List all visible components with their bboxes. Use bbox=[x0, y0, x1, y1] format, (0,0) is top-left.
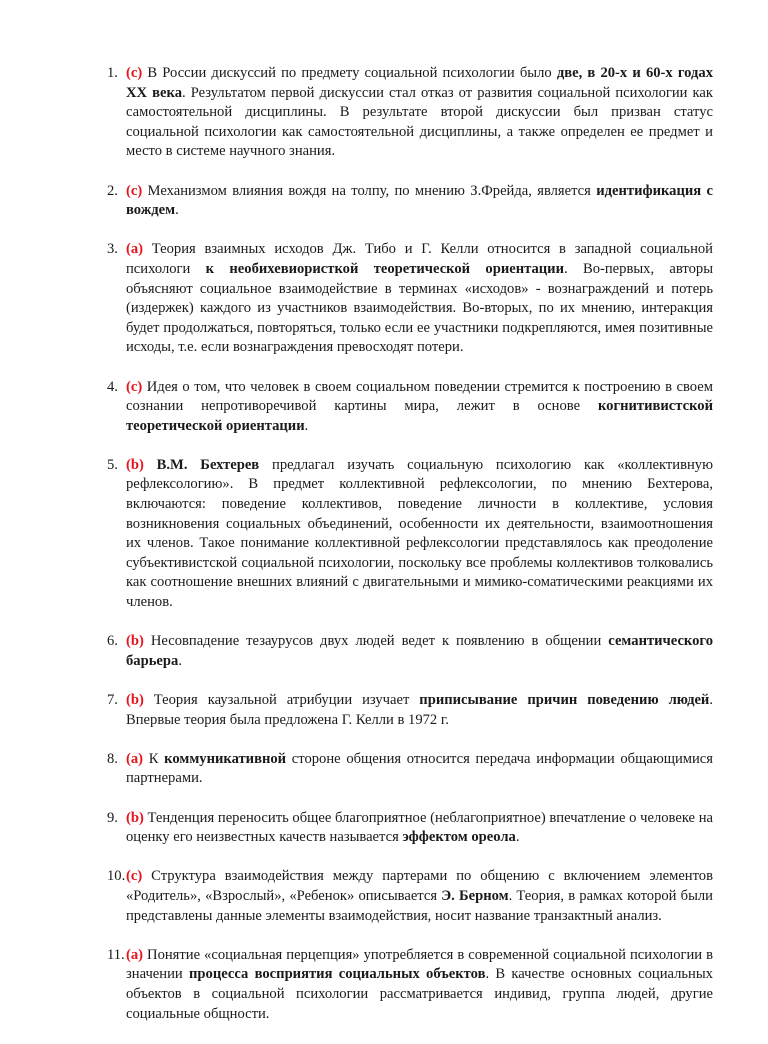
body-text: Идея о том, что человек в своем социальном поведении стремится к построению в своем сознании непротиворечивой картины мира, лежит в основе bbox=[126, 378, 713, 415]
bold-key-phrase: эффектом ореола bbox=[402, 829, 516, 846]
body-text: . bbox=[178, 652, 182, 669]
body-text bbox=[144, 457, 157, 473]
item-number: 9. bbox=[107, 809, 118, 826]
body-text: . Впервые теория была предложена Г. Келли в 1972 г. bbox=[126, 692, 713, 728]
bold-key-phrase: к необихевиористкой теоретической ориентации bbox=[205, 260, 564, 277]
item-number: 10. bbox=[107, 868, 126, 885]
answer-item bbox=[107, 456, 713, 613]
item-number: 7. bbox=[107, 692, 118, 708]
answer-letter: (a) bbox=[126, 750, 144, 767]
answers-list bbox=[107, 64, 713, 1044]
answer-letter: (a) bbox=[126, 241, 144, 258]
bold-key-phrase: две, в 20-х и 60-х годах XX века bbox=[126, 65, 713, 101]
answer-item bbox=[107, 240, 713, 358]
item-number: 3. bbox=[107, 241, 118, 258]
item-number: 11. bbox=[107, 946, 125, 963]
item-number: 5. bbox=[107, 456, 118, 473]
body-text: стороне общения относится передача информации общающимися партнерами. bbox=[126, 750, 714, 787]
body-text: . Результатом первой дискуссии стал отказ от развития социальной психологии как самостоятельной дисциплины. В результате второй дискуссии был призван статус социальной психологии как самостоятельной дисциплины, а также определен ее предмет и место в системе научного знания. bbox=[126, 84, 713, 160]
bold-key-phrase: семантического барьера bbox=[126, 633, 713, 669]
body-text: . bbox=[175, 202, 179, 219]
bold-key-phrase: когнитивистской теоретической ориентации bbox=[126, 398, 713, 434]
answer-letter: (b) bbox=[126, 456, 144, 473]
bold-key-phrase: идентификация с вождем bbox=[126, 182, 713, 219]
answer-letter: (a) bbox=[126, 946, 144, 963]
answer-item bbox=[107, 691, 713, 730]
answer-letter: (c) bbox=[126, 378, 143, 395]
body-text: . bbox=[304, 417, 309, 434]
answer-letter: (c) bbox=[126, 868, 143, 885]
answer-item bbox=[107, 632, 713, 671]
answer-item bbox=[107, 378, 713, 437]
answer-item bbox=[107, 946, 713, 1024]
answer-item bbox=[107, 809, 713, 848]
body-text: . В качестве основных социальных объектов в социальной психологии рассматривается индивид, группа людей, другие социальные общности. bbox=[126, 966, 713, 1022]
bold-key-phrase: коммуникативной bbox=[164, 750, 287, 767]
body-text: предлагал изучать социальную психологию как «коллективную рефлексологию». В предмет коллективной рефлексологии, по мнению Бехтерова, включаются: поведение коллективов, поведение личности в коллективе, условия возникновения социальных объединений, особенности их деятельности, взаимоотношения их членов. Такое понимание коллективной рефлексологии представлялось как преодоление субъективистской социальной психологии, поскольку все проблемы коллективов толковались как соотношение внешних влияний с двигательными и мимико-соматическими реакциями их членов. bbox=[126, 456, 713, 611]
body-text: . Теория, в рамках которой были представлены данные элементы взаимодействия, носит название транзактный анализ. bbox=[126, 887, 713, 924]
body-text: Теория взаимных исходов Дж. Тибо и Г. Келли относится в западной социальной психологи bbox=[126, 241, 713, 277]
body-text: Механизмом влияния вождя на толпу, по мнению З.Фрейда, является bbox=[142, 182, 597, 199]
body-text: . Во-первых, авторы объясняют социальное взаимодействие в терминах «исходов» - вознаграждений и потерь (издержек) каждого из участников взаимодействия. Во-вторых, по их мнению, интеракция будет продолжаться, повторяться, только если ее участники подкрепляются, имея позитивные исходы, т.е. если вознаграждения превосходят потери. bbox=[126, 260, 714, 356]
body-text: Структура взаимодействия между партерами по общению с включением элементов «Родитель», «Взрослый», «Ребенок» описывается bbox=[126, 868, 713, 904]
body-text: К bbox=[143, 750, 165, 767]
answer-item bbox=[107, 867, 713, 926]
answer-letter: (b) bbox=[126, 692, 144, 708]
answer-item bbox=[107, 182, 713, 221]
answer-letter: (c) bbox=[126, 182, 143, 199]
body-text: Несовпадение тезаурусов двух людей ведет к появлению в общении bbox=[143, 633, 609, 650]
item-number: 8. bbox=[107, 750, 118, 767]
item-number: 1. bbox=[107, 65, 118, 81]
body-text: Теория каузальной атрибуции изучает bbox=[143, 692, 420, 708]
body-text: Тенденция переносить общее благоприятное (неблагоприятное) впечатление о человеке на оценку его неизвестных качеств называется bbox=[126, 809, 713, 846]
bold-key-phrase: Э. Берном bbox=[441, 887, 509, 904]
item-number: 6. bbox=[107, 633, 118, 650]
body-text: В России дискуссий по предмету социальной психологии было bbox=[142, 65, 557, 81]
body-text: . bbox=[515, 829, 520, 846]
bold-key-phrase: приписывание причин поведению людей bbox=[419, 692, 710, 708]
answer-item bbox=[107, 64, 713, 162]
item-number: 2. bbox=[107, 182, 118, 199]
answer-letter: (c) bbox=[126, 65, 143, 81]
body-text: Понятие «социальная перцепция» употребляется в современной социальной психологии в значении bbox=[126, 946, 713, 983]
item-number: 4. bbox=[107, 378, 118, 395]
bold-key-phrase: процесса восприятия социальных объектов bbox=[189, 966, 486, 983]
answer-item bbox=[107, 750, 713, 789]
answer-letter: (b) bbox=[126, 633, 144, 650]
answer-letter: (b) bbox=[126, 809, 144, 826]
bold-key-phrase: В.М. Бехтерев bbox=[156, 456, 260, 473]
